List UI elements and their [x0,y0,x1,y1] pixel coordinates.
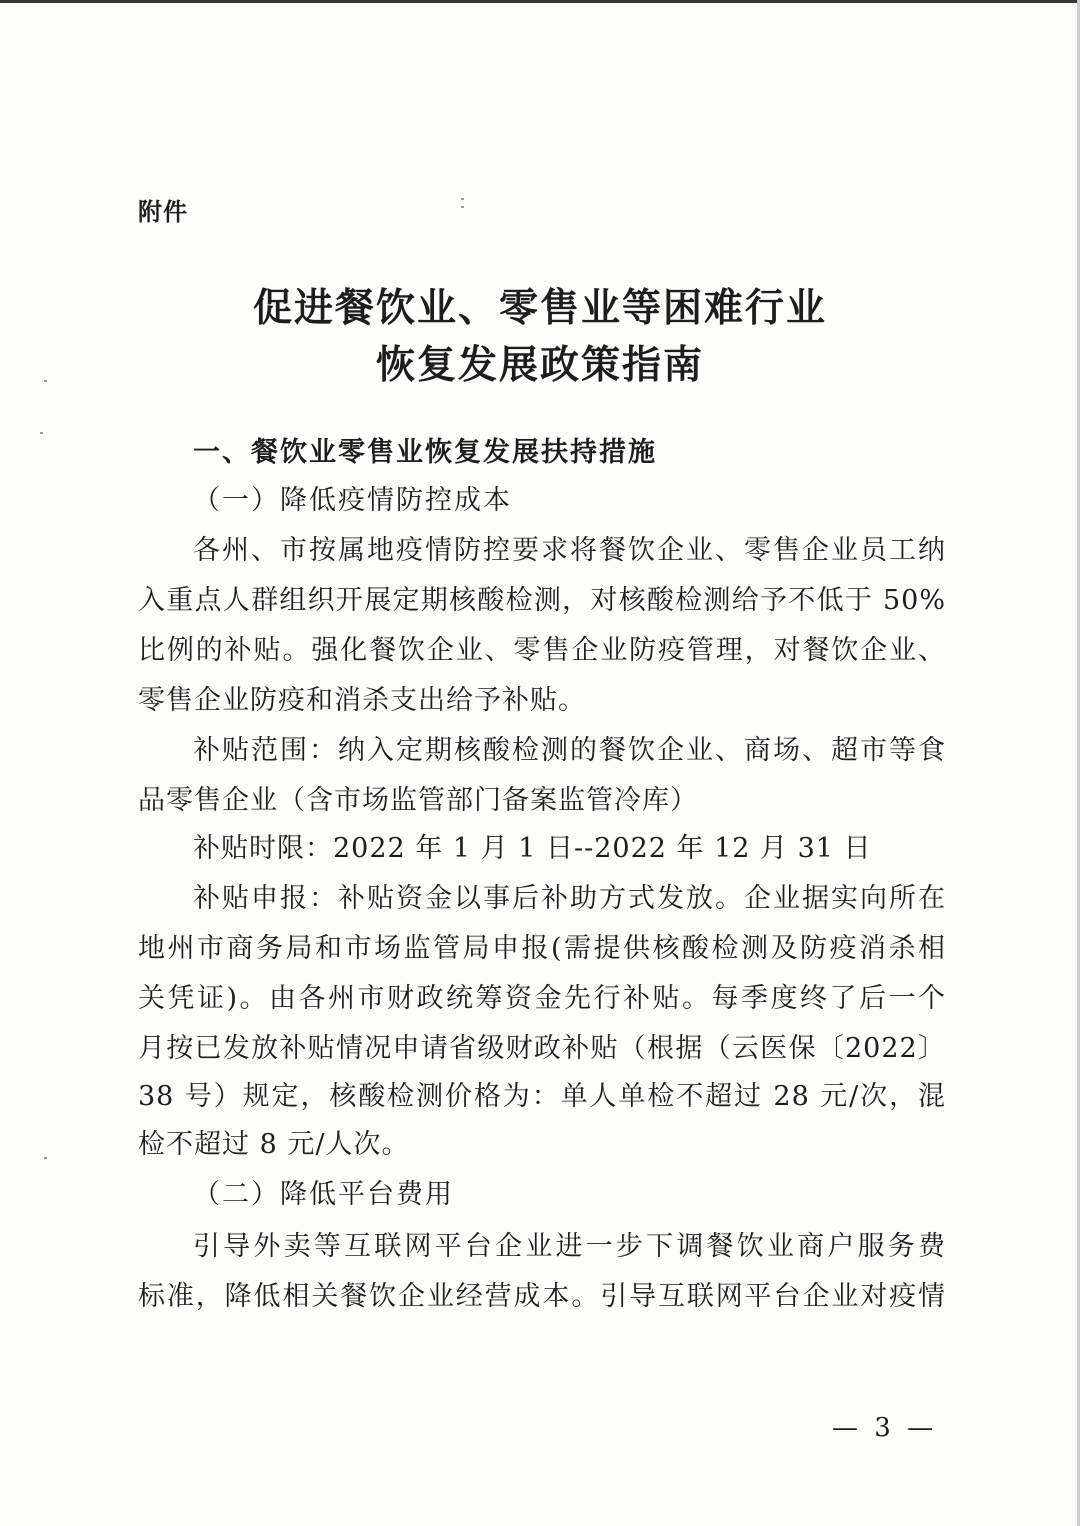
paragraph-line: 标准，降低相关餐饮企业经营成本。引导互联网平台企业对疫情 [138,1281,946,1312]
subsidy-scope-line: 品零售企业（含市场监管部门备案监管冷库） [138,785,698,816]
scan-top-edge [0,0,1080,3]
subsidy-application-line: 38 号）规定，核酸检测价格为：单人单检不超过 28 元/次，混 [138,1081,946,1112]
subsidy-application-line: 检不超过 8 元/人次。 [138,1129,410,1160]
attachment-label: 附件 [138,198,188,226]
paragraph-line: 零售企业防疫和消杀支出给予补贴。 [138,685,586,716]
scan-speck [44,1157,47,1159]
subsidy-application-line: 补贴申报：补贴资金以事后补助方式发放。企业据实向所在 [193,883,946,914]
document-title-line-1: 促进餐饮业、零售业等困难行业 [252,285,827,331]
scan-speck [40,432,43,434]
paragraph-line: 各州、市按属地疫情防控要求将餐饮企业、零售企业员工纳 [193,535,946,566]
subsidy-application-line: 地州市商务局和市场监管局申报(需提供核酸检测及防疫消杀相 [138,933,946,964]
scan-speck [461,198,464,200]
page-number: — 3 — [832,1413,938,1443]
paragraph-line: 引导外卖等互联网平台企业进一步下调餐饮业商户服务费 [193,1231,946,1262]
subsidy-period-line: 补贴时限：2022 年 1 月 1 日--2022 年 12 月 31 日 [193,833,872,864]
subsidy-scope-line: 补贴范围：纳入定期核酸检测的餐饮企业、商场、超市等食 [193,735,946,766]
section-heading: 一、餐饮业零售业恢复发展扶持措施 [193,437,657,468]
paragraph-line: 比例的补贴。强化餐饮企业、零售企业防疫管理，对餐饮企业、 [138,635,946,666]
scan-speck [461,206,464,208]
paragraph-line: 入重点人群组织开展定期核酸检测，对核酸检测给予不低于 50% [138,585,946,616]
subsidy-application-line: 关凭证)。由各州市财政统筹资金先行补贴。每季度终了后一个 [138,983,946,1014]
subsection-heading-1: （一）降低疫情防控成本 [193,485,512,516]
subsidy-application-line: 月按已发放补贴情况申请省级财政补贴（根据（云医保〔2022〕 [138,1033,946,1064]
subsection-heading-2: （二）降低平台费用 [193,1179,454,1210]
document-title-line-2: 恢复发展政策指南 [375,342,704,388]
